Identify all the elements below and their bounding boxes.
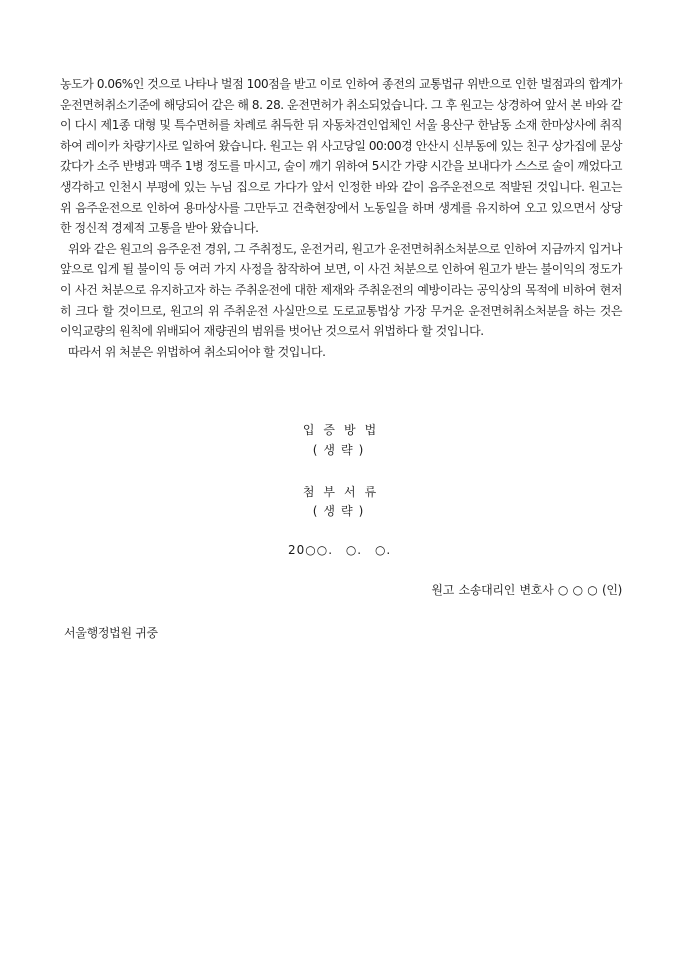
document-body: [60, 74, 622, 362]
attachments-note: (생략): [312, 504, 370, 518]
filing-date: 20○○. ○. ○.: [288, 543, 392, 557]
attorney-signature: 원고 소송대리인 변호사 ○ ○ ○ (인): [431, 583, 622, 597]
evidence-note: (생략): [312, 443, 370, 457]
evidence-heading: 입증방법: [302, 423, 386, 437]
paragraph-facts: 농도가 0.06%인 것으로 나타나 벌점 100점을 받고 이로 인하여 종전의 교통법규 위반으로 인한 벌점과의 합계가 운전면허취소기준에 해당되어 같은 해 8. 28. 운전면허가 취소되었습니다. 그 후 원고는 상경하여 앞서 본 바와 같이 다시 제1종 대형 및 특수면허를 차례로 취득한 뒤 자동차견인업체인 서울 용산구 한남동 소재 한마상사에 취직하여 레이카 차량기사로 일하여 왔습니다. 원고는 위 사고당일 00:00경 안산시 신부동에 있는 친구 상가집에 문상 갔다가 소주 반병과 맥주 1병 정도를 마시고, 술이 깨기 위하여 5시간 가량 시간을 보내다가 스스로 술이 깨었다고 생각하고 인천시 부평에 있는 누님 집으로 가다가 앞서 인정한 바와 같이 음주운전으로 적발된 것입니다. 원고는 위 음주운전으로 인하여 용마상사를 그만두고 건축현장에서 노동일을 하며 생계를 유지하여 오고 있으면서 상당한 정신적 경제적 고통을 받아 왔습니다.: [60, 77, 622, 236]
court-addressee: 서울행정법원 귀중: [64, 626, 158, 640]
paragraph-argument: 위와 같은 원고의 음주운전 경위, 그 주취정도, 운전거리, 원고가 운전면허취소처분으로 인하여 지금까지 입거나 앞으로 입게 될 불이익 등 여러 가지 사정을 참작하여 보면, 이 사건 처분으로 인하여 원고가 받는 불이익의 정도가 이 사건 처분으로 유지하고자 하는 주취운전에 대한 제재와 주취운전의 예방이라는 공익상의 목적에 비하여 현저히 크다 할 것이므로, 원고의 위 주취운전 사실만으로 도로교통법상 가장 무거운 운전면허취소처분을 하는 것은 이익교량의 원칙에 위배되어 재량권의 범위를 벗어난 것으로서 위법하다 할 것입니다.: [60, 241, 622, 339]
paragraph-conclusion: 따라서 위 처분은 위법하여 취소되어야 할 것입니다.: [68, 344, 326, 359]
attachments-heading: 첨부서류: [302, 485, 386, 499]
